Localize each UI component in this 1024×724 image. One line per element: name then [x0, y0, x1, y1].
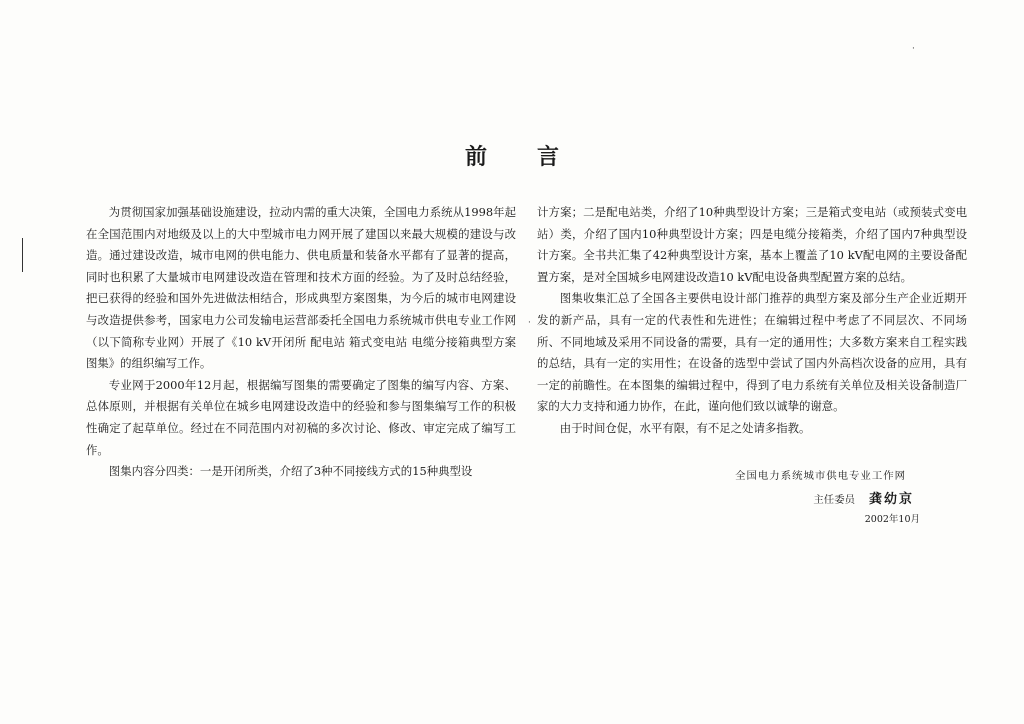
paragraph-contents-continued: 计方案；二是配电站类，介绍了10种典型设计方案；三是箱式变电站（或预装式变电站）类，介绍了国内10种典型设计方案；四是电缆分接箱类，介绍了国内7种典型设计方案。全书共汇集了42种典型设计方案，基本上覆盖了10 kV配电网的主要设备配置方案，是对全国城乡电网建设改造10 kV配电设备典型配置方案的总结。 [537, 205, 967, 284]
right-column [537, 202, 967, 440]
title-char-2: 言 [537, 144, 560, 170]
page-title [0, 140, 1024, 171]
signature-name: 龚幼京 [868, 492, 914, 507]
signature-date: 2002年10月 [864, 514, 920, 525]
paragraph-contents: 图集内容分四类：一是开闭所类，介绍了3种不同接线方式的15种典型设 [108, 464, 473, 479]
paragraph-process: 专业网于2000年12月起，根据编写图集的需要确定了图集的编写内容、方案、总体原则，并根据有关单位在城乡电网建设改造中的经验和参与图集编写工作的积极性确定了起草单位。经过在不同范围内对初稿的多次讨论、修改、审定完成了编写工作。 [86, 377, 516, 457]
paragraph-features: 图集收集汇总了全国各主要供电设计部门推荐的典型方案及部分生产企业近期开发的新产品，具有一定的代表性和先进性；在编辑过程中考虑了不同层次、不同场所、不同地域及采用不同设备的需要，具有一定的通用性；大多数方案来自工程实践的总结，具有一定的实用性；在设备的选型中尝试了国内外高档次设备的应用，具有一定的前瞻性。在本图集的编辑过程中，得到了电力系统有关单位及相关设备制造厂家的大力支持和通力协作，在此，谨向他们致以诚挚的谢意。 [537, 291, 967, 414]
signature-person [813, 492, 914, 508]
corner-dot: · [912, 44, 915, 54]
paragraph-closing: 由于时间仓促，水平有限，有不足之处请多指教。 [559, 420, 811, 435]
binding-mark-line [22, 238, 23, 272]
margin-dot: · [528, 318, 531, 328]
signature-role: 主任委员 [813, 494, 855, 506]
left-column [86, 202, 516, 483]
title-char-1: 前 [464, 144, 487, 170]
paragraph-background: 为贯彻国家加强基础设施建设，拉动内需的重大决策，全国电力系统从1998年起在全国范围内对地级及以上的大中型城市电力网开展了建国以来最大规模的建设与改造。通过建设改造，城市电网的供电能力、供电质量和装备水平都有了显著的提高，同时也积累了大量城市电网建设改造在管理和技术方面的经验。为了及时总结经验，把已获得的经验和国外先进做法相结合，形成典型方案图集，为今后的城市电网建设与改造提供参考，国家电力公司发输电运营部委托全国电力系统城市供电专业工作网（以下简称专业网）开展了《10 kV开闭所 配电站 箱式变电站 电缆分接箱典型方案图集》的组织编写工作。 [86, 205, 516, 371]
signature-organization: 全国电力系统城市供电专业工作网 [735, 470, 906, 482]
